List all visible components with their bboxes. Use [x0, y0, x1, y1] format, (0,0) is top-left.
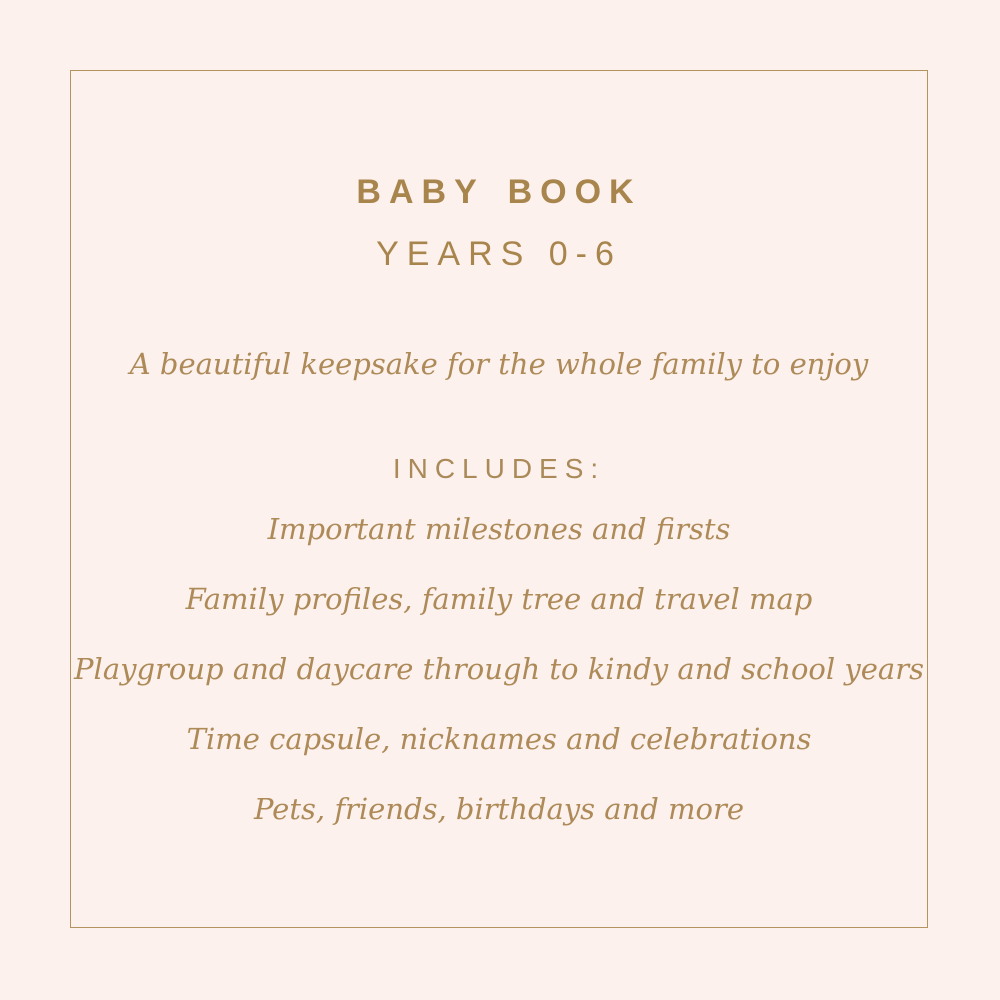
includes-item: Time capsule, nicknames and celebrations	[186, 722, 812, 756]
years-range-label: YEARS 0-6	[376, 235, 622, 273]
includes-item: Pets, friends, birthdays and more	[253, 792, 745, 826]
includes-list	[71, 514, 927, 824]
tagline: A beautiful keepsake for the whole family to enjoy	[129, 347, 869, 381]
card-frame	[70, 70, 928, 928]
includes-heading: INCLUDES:	[392, 453, 606, 484]
includes-item: Important milestones and firsts	[267, 512, 731, 546]
includes-item: Playgroup and daycare through to kindy and school years	[74, 652, 924, 686]
includes-item: Family profiles, family tree and travel map	[185, 582, 813, 616]
page-title: BABY BOOK	[356, 173, 642, 211]
